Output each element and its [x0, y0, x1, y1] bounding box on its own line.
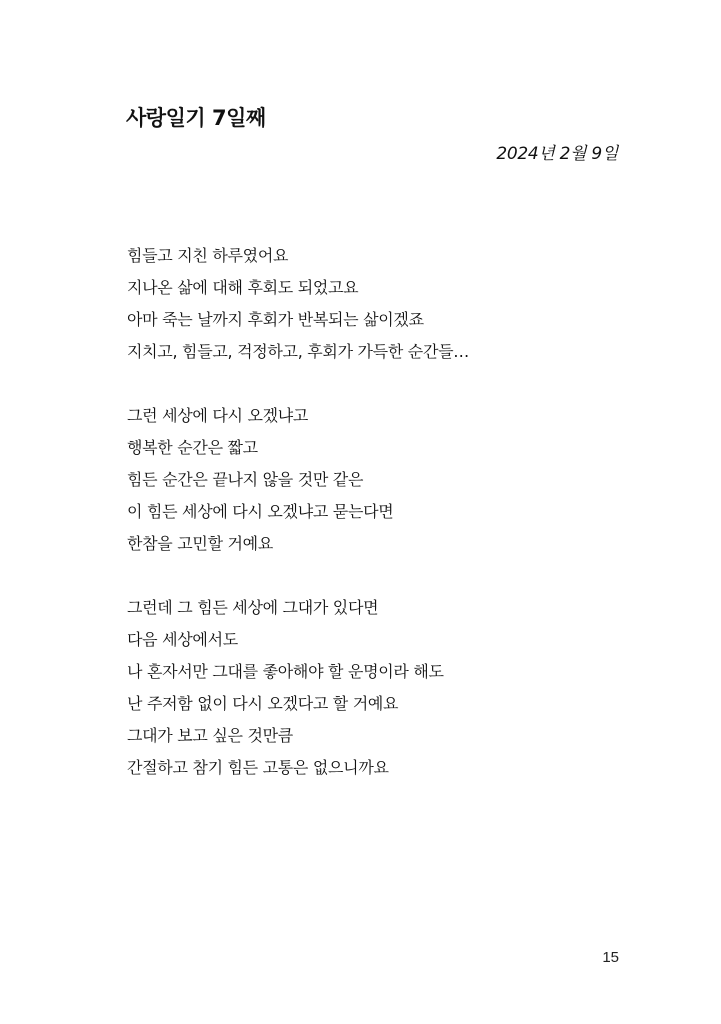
poem-line: 지나온 삶에 대해 후회도 되었고요	[127, 278, 359, 297]
poem-line: 그대가 보고 싶은 것만큼	[127, 726, 293, 745]
poem-line: 지치고, 힘들고, 걱정하고, 후회가 가득한 순간들…	[127, 342, 469, 361]
poem-line: 간절하고 참기 힘든 고통은 없으니까요	[127, 758, 389, 777]
poem-line: 힘든 순간은 끝나지 않을 것만 같은	[127, 470, 364, 489]
poem-line: 나 혼자서만 그대를 좋아해야 할 운명이라 해도	[127, 662, 444, 681]
poem-line: 그런 세상에 다시 오겠냐고	[127, 406, 309, 425]
poem-line: 그런데 그 힘든 세상에 그대가 있다면	[127, 598, 379, 617]
poem-line: 한참을 고민할 거예요	[127, 534, 273, 553]
stanza-1	[127, 240, 627, 368]
stanza-3	[127, 592, 627, 784]
page-title: 사랑일기 7일째	[126, 106, 266, 130]
poem-line: 행복한 순간은 짧고	[127, 438, 258, 457]
stanza-2	[127, 400, 627, 560]
entry-date: 2024년 2월 9일	[496, 144, 618, 164]
page-number: 15	[602, 949, 619, 966]
poem-body	[127, 240, 627, 816]
poem-line: 다음 세상에서도	[127, 630, 238, 649]
poem-line: 아마 죽는 날까지 후회가 반복되는 삶이겠죠	[127, 310, 424, 329]
poem-line: 이 힘든 세상에 다시 오겠냐고 묻는다면	[127, 502, 394, 521]
poem-line: 힘들고 지친 하루였어요	[127, 246, 289, 265]
poem-line: 난 주저함 없이 다시 오겠다고 할 거예요	[127, 694, 399, 713]
